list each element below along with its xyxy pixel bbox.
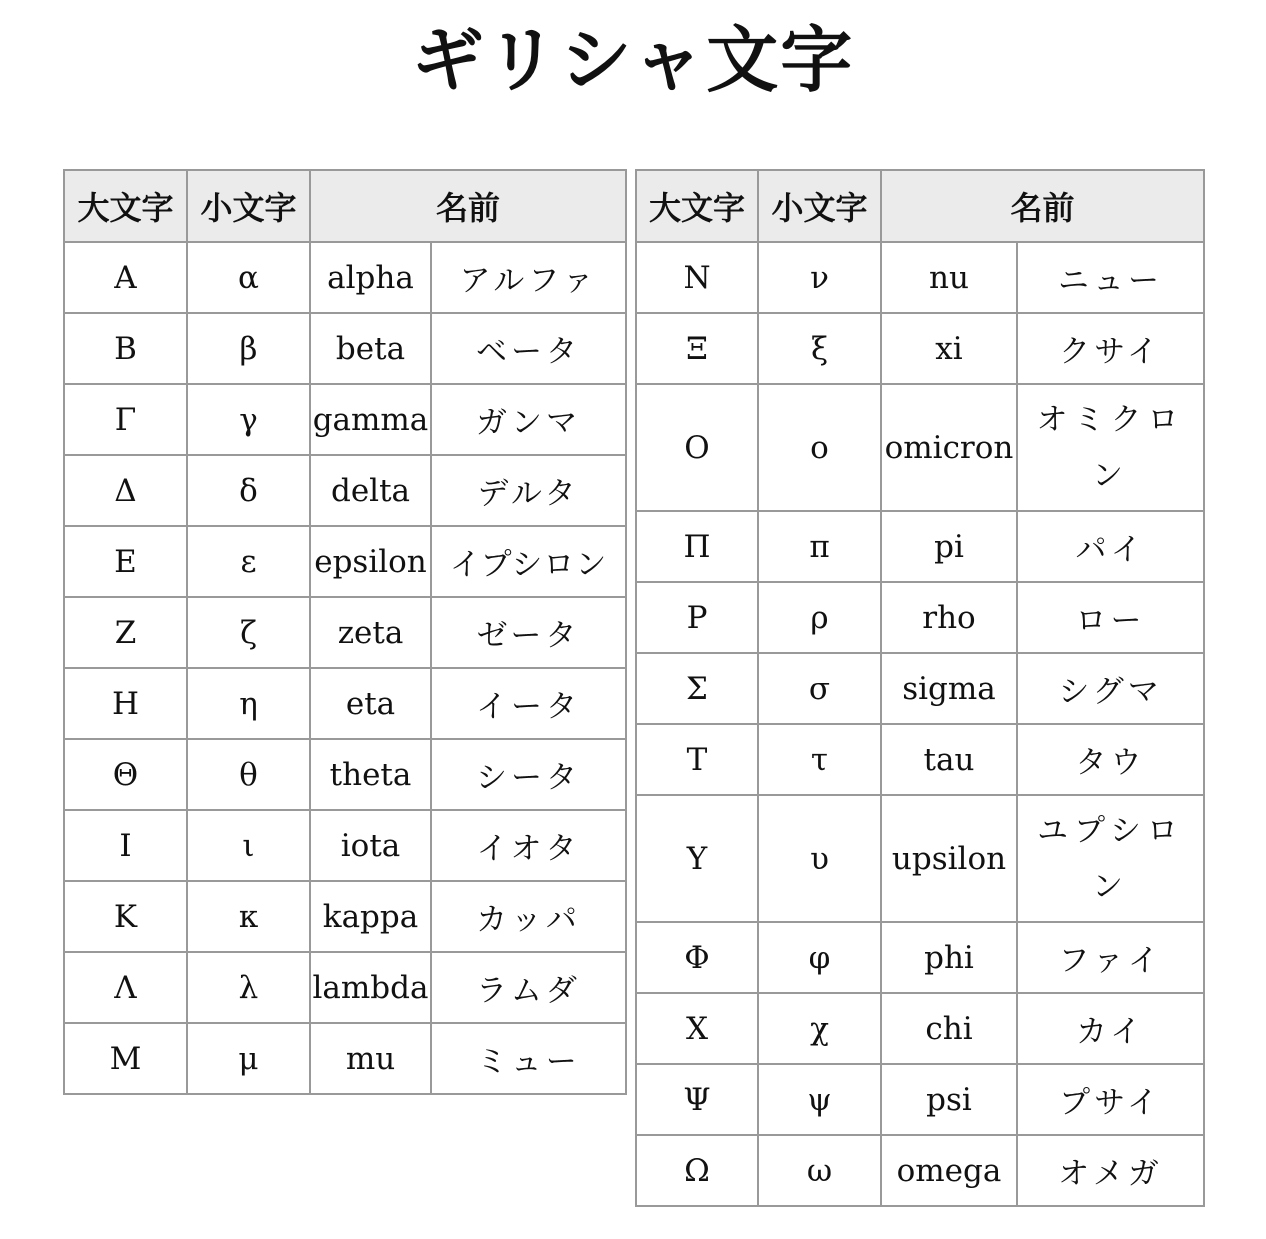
table-row (636, 582, 1204, 653)
table-row (636, 511, 1204, 582)
katakana-name: オメガ (1017, 1135, 1204, 1206)
katakana-name: カッパ (431, 881, 626, 952)
katakana-name: クサイ (1017, 313, 1204, 384)
katakana-name: イオタ (431, 810, 626, 881)
katakana-name: ベータ (431, 313, 626, 384)
lowercase-letter: η (187, 668, 310, 739)
uppercase-letter: Ω (636, 1135, 758, 1206)
uppercase-letter: Υ (636, 795, 758, 922)
latin-name: alpha (310, 242, 431, 313)
table-row (636, 922, 1204, 993)
latin-name: delta (310, 455, 431, 526)
lowercase-letter: ρ (758, 582, 881, 653)
table-row (64, 952, 626, 1023)
uppercase-letter: Ψ (636, 1064, 758, 1135)
katakana-name: パイ (1017, 511, 1204, 582)
katakana-name: イータ (431, 668, 626, 739)
latin-name: upsilon (881, 795, 1017, 922)
uppercase-letter: Χ (636, 993, 758, 1064)
table-row (636, 724, 1204, 795)
lowercase-letter: υ (758, 795, 881, 922)
latin-name: xi (881, 313, 1017, 384)
latin-name: kappa (310, 881, 431, 952)
lowercase-letter: λ (187, 952, 310, 1023)
uppercase-letter: Τ (636, 724, 758, 795)
header-name: 名前 (310, 170, 626, 242)
latin-name: mu (310, 1023, 431, 1094)
lowercase-letter: ε (187, 526, 310, 597)
table-row (64, 739, 626, 810)
lowercase-letter: ω (758, 1135, 881, 1206)
uppercase-letter: Θ (64, 739, 187, 810)
latin-name: sigma (881, 653, 1017, 724)
table-row (64, 668, 626, 739)
uppercase-letter: Ζ (64, 597, 187, 668)
latin-name: chi (881, 993, 1017, 1064)
lowercase-letter: θ (187, 739, 310, 810)
latin-name: omega (881, 1135, 1017, 1206)
table-row (636, 653, 1204, 724)
uppercase-letter: Γ (64, 384, 187, 455)
lowercase-letter: β (187, 313, 310, 384)
uppercase-letter: Ξ (636, 313, 758, 384)
katakana-name: イプシロン (431, 526, 626, 597)
table-row (636, 1064, 1204, 1135)
latin-name: phi (881, 922, 1017, 993)
uppercase-letter: Α (64, 242, 187, 313)
lowercase-letter: ξ (758, 313, 881, 384)
latin-name: eta (310, 668, 431, 739)
table-row (64, 810, 626, 881)
table-row (636, 242, 1204, 313)
latin-name: gamma (310, 384, 431, 455)
table-row (636, 313, 1204, 384)
lowercase-letter: ψ (758, 1064, 881, 1135)
greek-table-right (635, 169, 1205, 1207)
latin-name: epsilon (310, 526, 431, 597)
table-row (64, 1023, 626, 1094)
latin-name: pi (881, 511, 1017, 582)
header-lowercase: 小文字 (758, 170, 881, 242)
katakana-name: オミクロン (1017, 384, 1204, 511)
table-row (64, 242, 626, 313)
latin-name: beta (310, 313, 431, 384)
latin-name: zeta (310, 597, 431, 668)
header-uppercase: 大文字 (636, 170, 758, 242)
uppercase-letter: Φ (636, 922, 758, 993)
katakana-name: シグマ (1017, 653, 1204, 724)
katakana-name: デルタ (431, 455, 626, 526)
lowercase-letter: χ (758, 993, 881, 1064)
katakana-name: ガンマ (431, 384, 626, 455)
lowercase-letter: α (187, 242, 310, 313)
latin-name: theta (310, 739, 431, 810)
header-name: 名前 (881, 170, 1204, 242)
katakana-name: タウ (1017, 724, 1204, 795)
uppercase-letter: Ι (64, 810, 187, 881)
katakana-name: ロー (1017, 582, 1204, 653)
uppercase-letter: Σ (636, 653, 758, 724)
uppercase-letter: Ε (64, 526, 187, 597)
lowercase-letter: δ (187, 455, 310, 526)
lowercase-letter: γ (187, 384, 310, 455)
uppercase-letter: Δ (64, 455, 187, 526)
greek-table-left (63, 169, 627, 1095)
lowercase-letter: μ (187, 1023, 310, 1094)
header-row (64, 170, 626, 242)
lowercase-letter: κ (187, 881, 310, 952)
table-row (64, 384, 626, 455)
table-row (64, 455, 626, 526)
lowercase-letter: φ (758, 922, 881, 993)
table-row (64, 526, 626, 597)
latin-name: psi (881, 1064, 1017, 1135)
latin-name: omicron (881, 384, 1017, 511)
table-row (64, 313, 626, 384)
lowercase-letter: ο (758, 384, 881, 511)
uppercase-letter: Η (64, 668, 187, 739)
uppercase-letter: Β (64, 313, 187, 384)
header-lowercase: 小文字 (187, 170, 310, 242)
header-uppercase: 大文字 (64, 170, 187, 242)
table-row (636, 993, 1204, 1064)
table-row (636, 795, 1204, 922)
latin-name: tau (881, 724, 1017, 795)
katakana-name: ゼータ (431, 597, 626, 668)
latin-name: lambda (310, 952, 431, 1023)
katakana-name: アルファ (431, 242, 626, 313)
header-row (636, 170, 1204, 242)
katakana-name: カイ (1017, 993, 1204, 1064)
uppercase-letter: Π (636, 511, 758, 582)
uppercase-letter: Κ (64, 881, 187, 952)
table-row (636, 384, 1204, 511)
table-row (636, 1135, 1204, 1206)
latin-name: iota (310, 810, 431, 881)
katakana-name: シータ (431, 739, 626, 810)
katakana-name: ミュー (431, 1023, 626, 1094)
katakana-name: ラムダ (431, 952, 626, 1023)
katakana-name: ユプシロン (1017, 795, 1204, 922)
katakana-name: ファイ (1017, 922, 1204, 993)
uppercase-letter: Λ (64, 952, 187, 1023)
latin-name: nu (881, 242, 1017, 313)
lowercase-letter: τ (758, 724, 881, 795)
lowercase-letter: σ (758, 653, 881, 724)
uppercase-letter: Μ (64, 1023, 187, 1094)
katakana-name: ニュー (1017, 242, 1204, 313)
uppercase-letter: Ρ (636, 582, 758, 653)
lowercase-letter: π (758, 511, 881, 582)
uppercase-letter: Ο (636, 384, 758, 511)
page-title: ギリシャ文字 (411, 17, 855, 102)
lowercase-letter: ι (187, 810, 310, 881)
uppercase-letter: Ν (636, 242, 758, 313)
latin-name: rho (881, 582, 1017, 653)
table-row (64, 597, 626, 668)
katakana-name: プサイ (1017, 1064, 1204, 1135)
lowercase-letter: ζ (187, 597, 310, 668)
lowercase-letter: ν (758, 242, 881, 313)
table-row (64, 881, 626, 952)
